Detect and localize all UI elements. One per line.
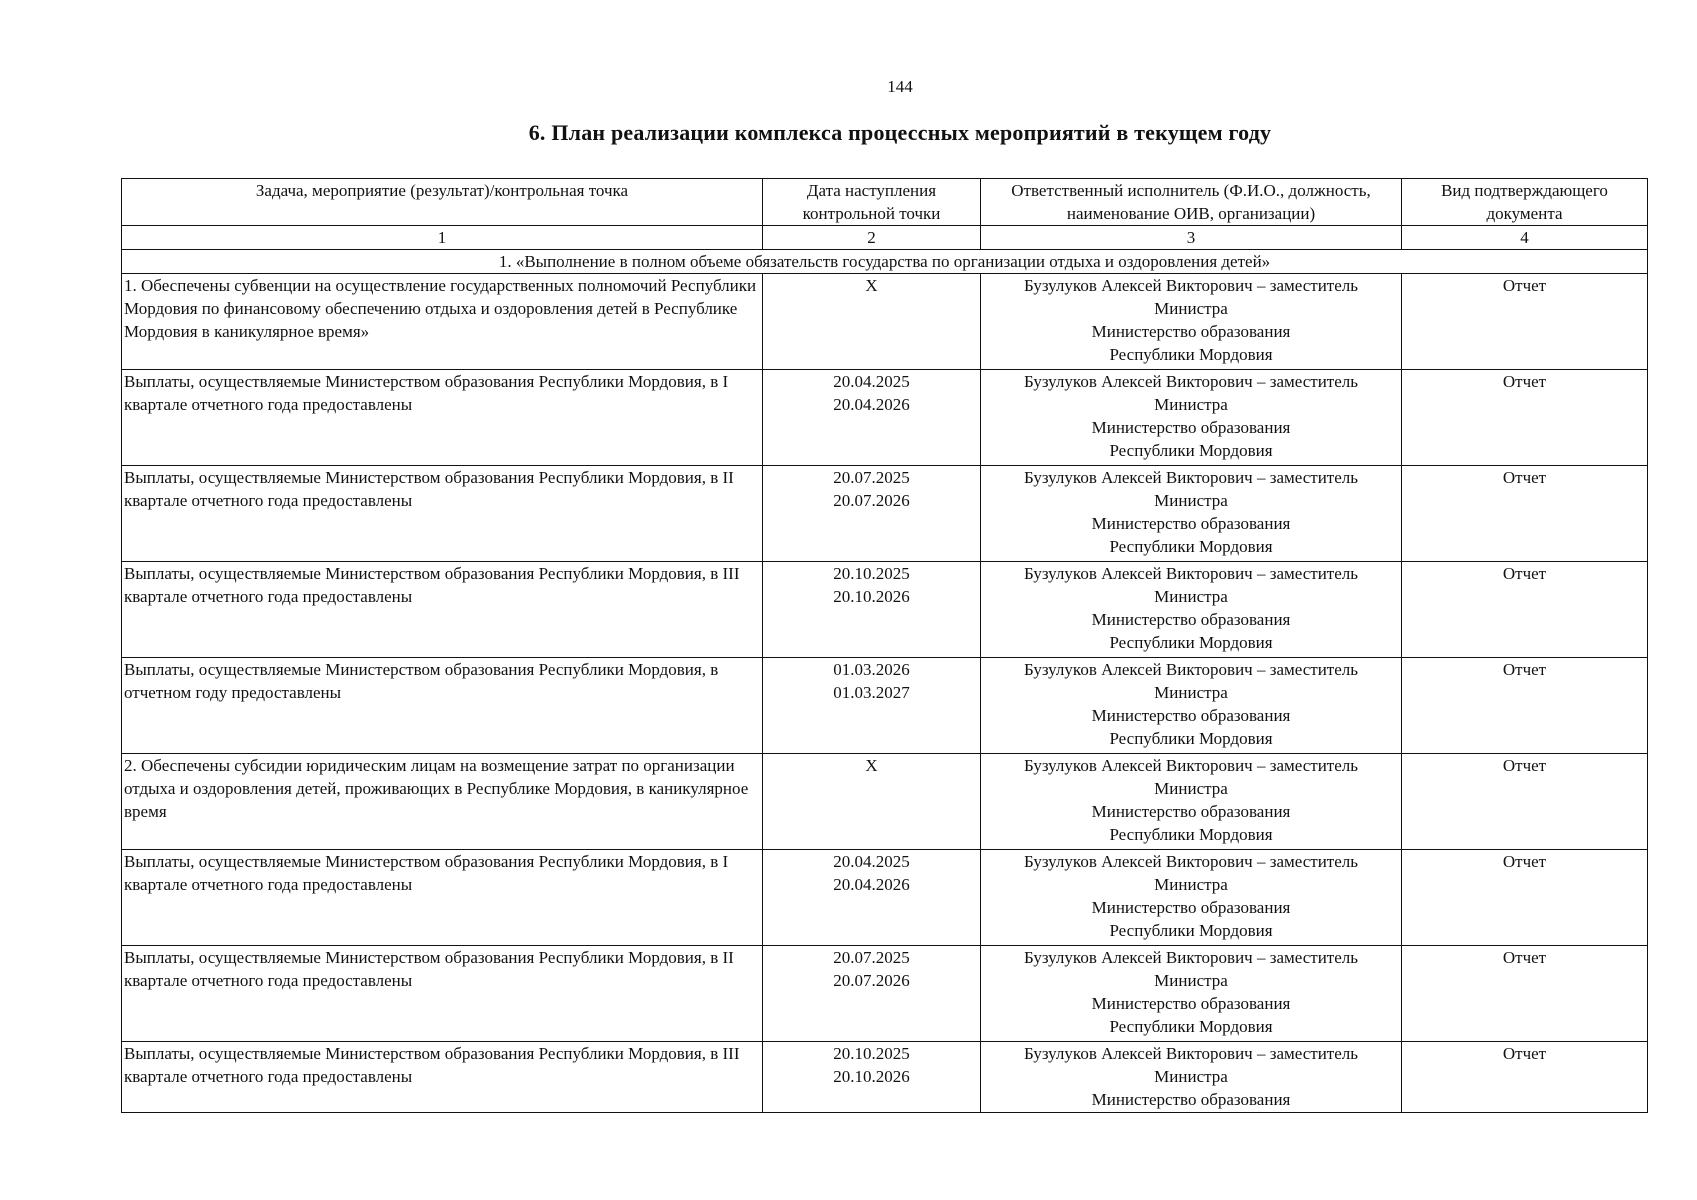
date-second: 20.04.2026 [833, 875, 910, 894]
responsible-cell [981, 562, 1402, 658]
table-row [122, 850, 1648, 946]
responsible-name: Бузулуков Алексей Викторович – заместитель [1023, 564, 1358, 583]
responsible-org: Министерство образования [1091, 802, 1291, 821]
document-cell: Отчет [1402, 850, 1648, 946]
table-header-row [122, 179, 1648, 226]
header-date: Дата наступления контрольной точки [763, 179, 981, 226]
responsible-position: Министра [1154, 395, 1228, 414]
responsible-cell [981, 1042, 1402, 1113]
plan-table [121, 178, 1648, 1113]
responsible-name: Бузулуков Алексей Викторович – заместитель [1023, 660, 1358, 679]
responsible-cell [981, 754, 1402, 850]
date-first: X [865, 756, 878, 775]
responsible-org: Министерство образования [1091, 898, 1291, 917]
date-first: 20.10.2025 [833, 1044, 910, 1063]
table-row [122, 1042, 1648, 1113]
date-cell [763, 850, 981, 946]
header-task: Задача, мероприятие (результат)/контрольная точка [122, 179, 763, 226]
date-second: 20.10.2026 [833, 1067, 910, 1086]
task-cell: Выплаты, осуществляемые Министерством образования Республики Мордовия, в I квартале отчетного года предоставлены [122, 370, 763, 466]
task-cell: Выплаты, осуществляемые Министерством образования Республики Мордовия, в отчетном году предоставлены [122, 658, 763, 754]
task-cell: Выплаты, осуществляемые Министерством образования Республики Мордовия, в I квартале отчетного года предоставлены [122, 850, 763, 946]
date-first: 20.10.2025 [833, 564, 910, 583]
responsible-position: Министра [1154, 971, 1228, 990]
responsible-name: Бузулуков Алексей Викторович – заместитель [1023, 756, 1358, 775]
responsible-org-region: Республики Мордовия [1109, 537, 1273, 556]
table-row [122, 466, 1648, 562]
table-row [122, 562, 1648, 658]
responsible-org-region: Республики Мордовия [1109, 441, 1273, 460]
date-cell [763, 754, 981, 850]
task-cell: Выплаты, осуществляемые Министерством образования Республики Мордовия, в III квартале отчетного года предоставлены [122, 1042, 763, 1113]
responsible-position: Министра [1154, 491, 1228, 510]
page-title: 6. План реализации комплекса процессных мероприятий в текущем году [528, 120, 1272, 145]
table-row [122, 658, 1648, 754]
responsible-name: Бузулуков Алексей Викторович – заместитель [1023, 372, 1358, 391]
date-cell [763, 562, 981, 658]
date-cell [763, 466, 981, 562]
task-cell: Выплаты, осуществляемые Министерством образования Республики Мордовия, в II квартале отчетного года предоставлены [122, 946, 763, 1042]
column-number: 4 [1402, 226, 1648, 250]
responsible-org-region: Республики Мордовия [1109, 729, 1273, 748]
document-cell: Отчет [1402, 1042, 1648, 1113]
document-cell: Отчет [1402, 274, 1648, 370]
section-title: 1. «Выполнение в полном объеме обязательств государства по организации отдыха и оздоровления детей» [122, 250, 1648, 274]
responsible-position: Министра [1154, 875, 1228, 894]
date-first: 20.04.2025 [833, 852, 910, 871]
responsible-cell [981, 850, 1402, 946]
date-cell [763, 370, 981, 466]
document-cell: Отчет [1402, 562, 1648, 658]
date-first: X [865, 276, 878, 295]
responsible-org: Министерство образования [1091, 418, 1291, 437]
responsible-position: Министра [1154, 1067, 1228, 1086]
task-cell: 1. Обеспечены субвенции на осуществление государственных полномочий Республики Мордовия по финансовому обеспечению отдыха и оздоровления детей в Республике Мордовия в каникулярное время» [122, 274, 763, 370]
document-cell: Отчет [1402, 658, 1648, 754]
responsible-name: Бузулуков Алексей Викторович – заместитель [1023, 948, 1358, 967]
date-cell [763, 274, 981, 370]
date-second: 20.10.2026 [833, 587, 910, 606]
date-first: 20.07.2025 [833, 468, 910, 487]
date-second: 01.03.2027 [833, 683, 910, 702]
responsible-name: Бузулуков Алексей Викторович – заместитель [1023, 1044, 1358, 1063]
document-cell: Отчет [1402, 754, 1648, 850]
table-row [122, 370, 1648, 466]
responsible-position: Министра [1154, 779, 1228, 798]
responsible-name: Бузулуков Алексей Викторович – заместитель [1023, 276, 1358, 295]
responsible-org-region: Республики Мордовия [1109, 1017, 1273, 1036]
responsible-org-region: Республики Мордовия [1109, 825, 1273, 844]
page-number: 144 [887, 77, 913, 96]
responsible-org: Министерство образования [1091, 514, 1291, 533]
responsible-cell [981, 466, 1402, 562]
header-responsible: Ответственный исполнитель (Ф.И.О., должность, наименование ОИВ, организации) [981, 179, 1402, 226]
column-number: 1 [122, 226, 763, 250]
responsible-position: Министра [1154, 683, 1228, 702]
column-number: 3 [981, 226, 1402, 250]
responsible-cell [981, 274, 1402, 370]
table-row [122, 754, 1648, 850]
date-second: 20.07.2026 [833, 971, 910, 990]
task-cell: Выплаты, осуществляемые Министерством образования Республики Мордовия, в II квартале отчетного года предоставлены [122, 466, 763, 562]
responsible-cell [981, 370, 1402, 466]
responsible-org: Министерство образования [1091, 610, 1291, 629]
date-cell [763, 1042, 981, 1113]
responsible-org: Министерство образования [1091, 994, 1291, 1013]
document-cell: Отчет [1402, 946, 1648, 1042]
responsible-name: Бузулуков Алексей Викторович – заместитель [1023, 468, 1358, 487]
responsible-org: Министерство образования [1091, 322, 1291, 341]
date-first: 20.07.2025 [833, 948, 910, 967]
table-row [122, 274, 1648, 370]
responsible-position: Министра [1154, 299, 1228, 318]
responsible-org-region: Республики Мордовия [1109, 345, 1273, 364]
responsible-position: Министра [1154, 587, 1228, 606]
responsible-org-region: Республики Мордовия [1109, 633, 1273, 652]
task-cell: 2. Обеспечены субсидии юридическим лицам на возмещение затрат по организации отдыха и оздоровления детей, проживающих в Республике Мордовия, в каникулярное время [122, 754, 763, 850]
section-row [122, 250, 1648, 274]
responsible-cell [981, 658, 1402, 754]
date-first: 01.03.2026 [833, 660, 910, 679]
document-cell: Отчет [1402, 466, 1648, 562]
date-cell [763, 658, 981, 754]
table-row [122, 946, 1648, 1042]
responsible-org: Министерство образования [1091, 706, 1291, 725]
responsible-name: Бузулуков Алексей Викторович – заместитель [1023, 852, 1358, 871]
column-number-row [122, 226, 1648, 250]
header-document: Вид подтверждающего документа [1402, 179, 1648, 226]
task-cell: Выплаты, осуществляемые Министерством образования Республики Мордовия, в III квартале отчетного года предоставлены [122, 562, 763, 658]
date-second: 20.07.2026 [833, 491, 910, 510]
responsible-cell [981, 946, 1402, 1042]
date-cell [763, 946, 981, 1042]
date-second: 20.04.2026 [833, 395, 910, 414]
column-number: 2 [763, 226, 981, 250]
responsible-org: Министерство образования [1091, 1090, 1291, 1109]
document-cell: Отчет [1402, 370, 1648, 466]
responsible-org-region: Республики Мордовия [1109, 921, 1273, 940]
date-first: 20.04.2025 [833, 372, 910, 391]
